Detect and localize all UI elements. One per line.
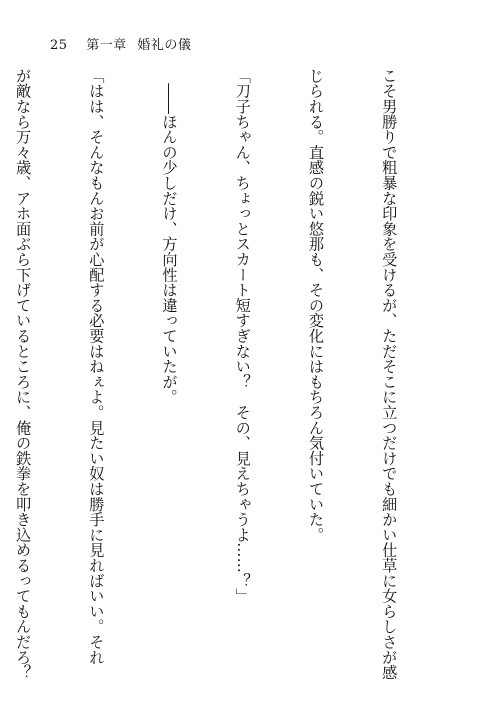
page-number: 25 <box>50 38 68 53</box>
text-line: 「刀子ちゃん、ちょっとスカート短すぎない？ その、見えちゃうよ……？」 <box>233 68 252 604</box>
text-line: が敵なら万々歳、アホ面ぶら下げているところに、俺の鉄拳を叩き込めるってもんだろ？ <box>14 68 33 680</box>
text-line: こそ男勝りで粗暴な印象を受けるが、ただそこに立つだけでも細かい仕草に女らしさが感 <box>380 68 399 680</box>
running-header <box>50 34 191 53</box>
chapter-title: 婚礼の儀 <box>137 38 192 53</box>
text-line: 「はは、そんなもんお前が心配する必要はねぇよ。見たい奴は勝手に見ればいい。それ <box>87 68 106 665</box>
chapter-label: 第一章 <box>86 38 127 53</box>
body-text <box>14 68 450 680</box>
text-line: じられる。直感の鋭い悠那も、その変化にはもちろん気付いていた。 <box>306 68 325 543</box>
text-line: ――ほんの少しだけ、方向性は違っていたが。 <box>160 68 179 405</box>
